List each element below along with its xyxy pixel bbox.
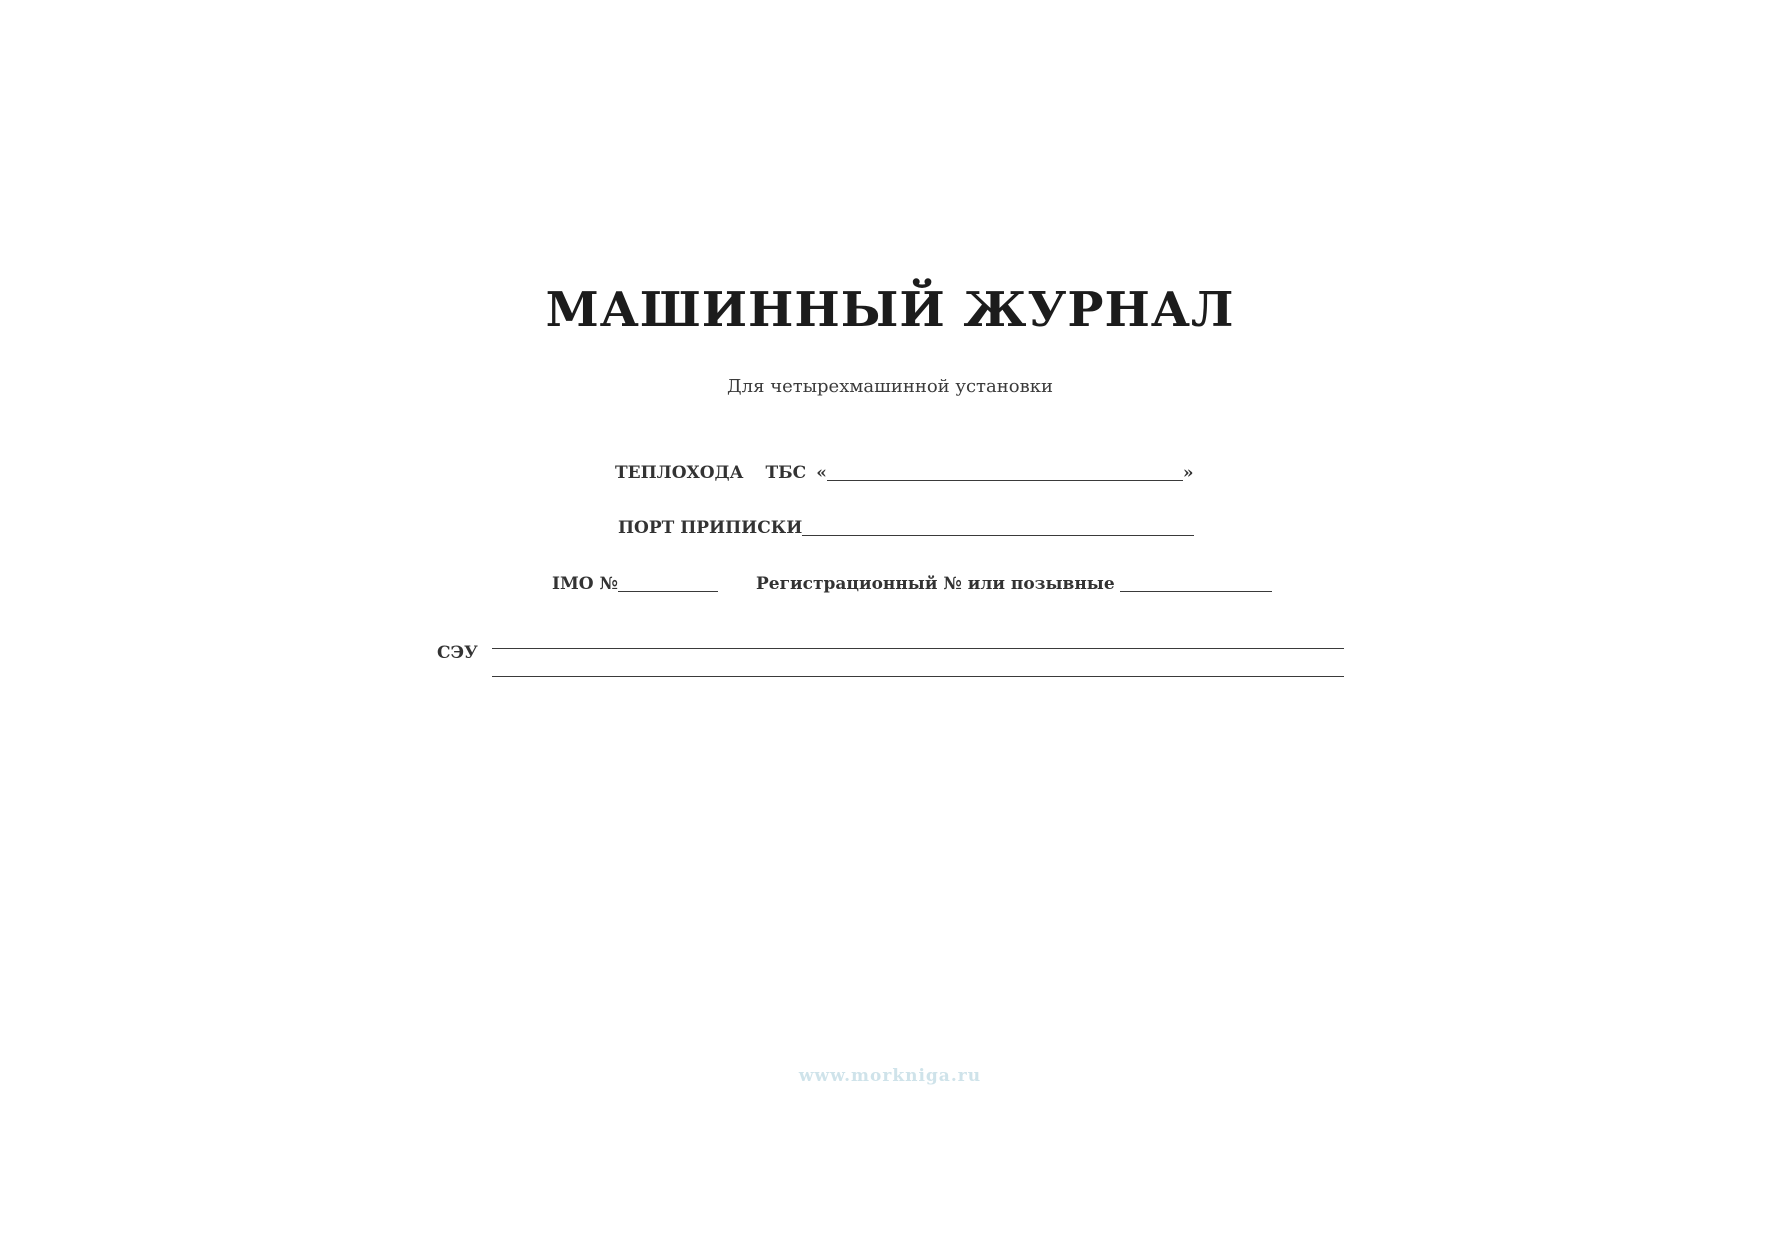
vessel-name-blank: [827, 464, 1183, 481]
vessel-label: ТЕПЛОХОДА: [615, 463, 744, 483]
registration-label: Регистрационный № или позывные: [755, 574, 1115, 594]
imo-blank: [618, 575, 718, 592]
registration-blank: [1120, 575, 1272, 592]
imo-registration-row: [552, 575, 1272, 593]
page-subtitle: Для четырехмашинной установки: [727, 376, 1053, 397]
seu-blank-line-1: [492, 648, 1344, 649]
imo-label: IMO №: [552, 574, 618, 594]
watermark: www.morkniga.ru: [798, 1066, 982, 1086]
vessel-code: ТБС: [765, 463, 807, 483]
close-quote: »: [1182, 463, 1194, 483]
vessel-name-row: [615, 464, 1193, 482]
home-port-blank: [802, 519, 1194, 536]
home-port-label: ПОРТ ПРИПИСКИ: [618, 518, 803, 538]
seu-label: СЭУ: [437, 643, 478, 663]
seu-blank-line-2: [492, 676, 1344, 677]
page-title: МАШИННЫЙ ЖУРНАЛ: [545, 282, 1235, 338]
open-quote: «: [816, 463, 827, 483]
home-port-row: [618, 519, 1194, 537]
